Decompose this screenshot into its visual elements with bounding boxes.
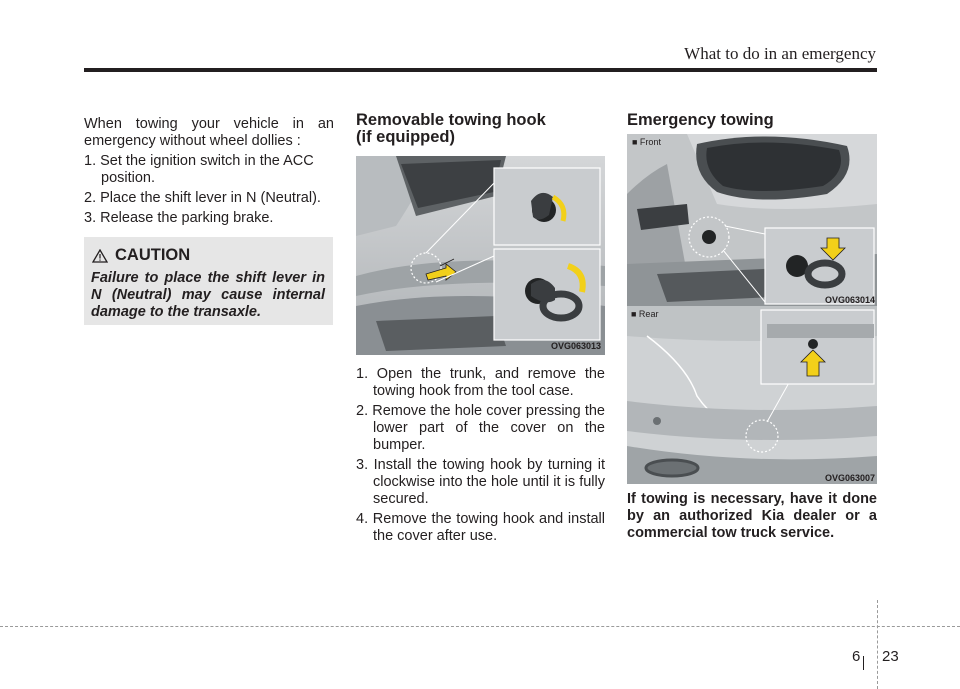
footer-dash-line <box>0 626 960 627</box>
list-item: 1. Set the ignition switch in the ACC position. <box>84 153 314 186</box>
list-item: 3. Release the parking brake. <box>84 210 274 226</box>
list-item: 1. Open the trunk, and remove the towing hook from the tool case. <box>356 366 605 399</box>
chapter-number: 6 <box>852 648 861 665</box>
list-item: 2. Remove the hole cover pressing the lower part of the cover on the bumper. <box>356 403 605 453</box>
towing-note: If towing is necessary, have it done by an authorized Kia dealer or a commercial tow truck service. <box>627 491 877 541</box>
front-towing-photo <box>627 134 877 306</box>
header-rule <box>84 68 877 72</box>
footer-vertical-dash <box>877 600 878 689</box>
caution-title: CAUTION <box>115 246 191 264</box>
hook-steps-list <box>356 366 605 545</box>
column-left <box>84 116 334 227</box>
page-number: 23 <box>882 648 899 665</box>
emergency-towing-heading: Emergency towing <box>627 111 774 129</box>
hook-steps <box>356 363 605 545</box>
caution-header <box>92 246 190 265</box>
column-middle <box>356 112 606 146</box>
heading-line-1: Removable towing hook <box>356 111 546 129</box>
front-label: ■ Front <box>632 137 661 147</box>
list-item: 3. Install the towing hook by turning it clockwise into the hole until it is fully secured. <box>356 457 605 507</box>
removable-hook-heading <box>356 112 606 146</box>
intro-paragraph: When towing your vehicle in an emergency without wheel dollies : <box>84 116 334 149</box>
heading-line-2: (if equipped) <box>356 128 455 146</box>
caution-box <box>84 237 333 325</box>
rear-label: ■ Rear <box>631 309 659 319</box>
page-header-title: What to do in an emergency <box>684 44 876 63</box>
column-right <box>627 112 877 129</box>
list-item: 2. Place the shift lever in N (Neutral). <box>84 190 321 206</box>
warning-triangle-icon <box>92 249 108 263</box>
image-code: OVG063013 <box>550 341 601 351</box>
image-code: OVG063014 <box>824 295 875 305</box>
footer-divider <box>863 656 864 670</box>
caution-text: Failure to place the shift lever in N (Neutral) may cause internal damage to the transaxle. <box>91 270 325 320</box>
image-code: OVG063007 <box>824 473 875 483</box>
towing-hook-photo <box>356 156 605 355</box>
list-item: 4. Remove the towing hook and install the cover after use. <box>356 511 605 544</box>
rear-towing-photo <box>627 306 877 484</box>
towing-steps-list <box>84 153 334 227</box>
